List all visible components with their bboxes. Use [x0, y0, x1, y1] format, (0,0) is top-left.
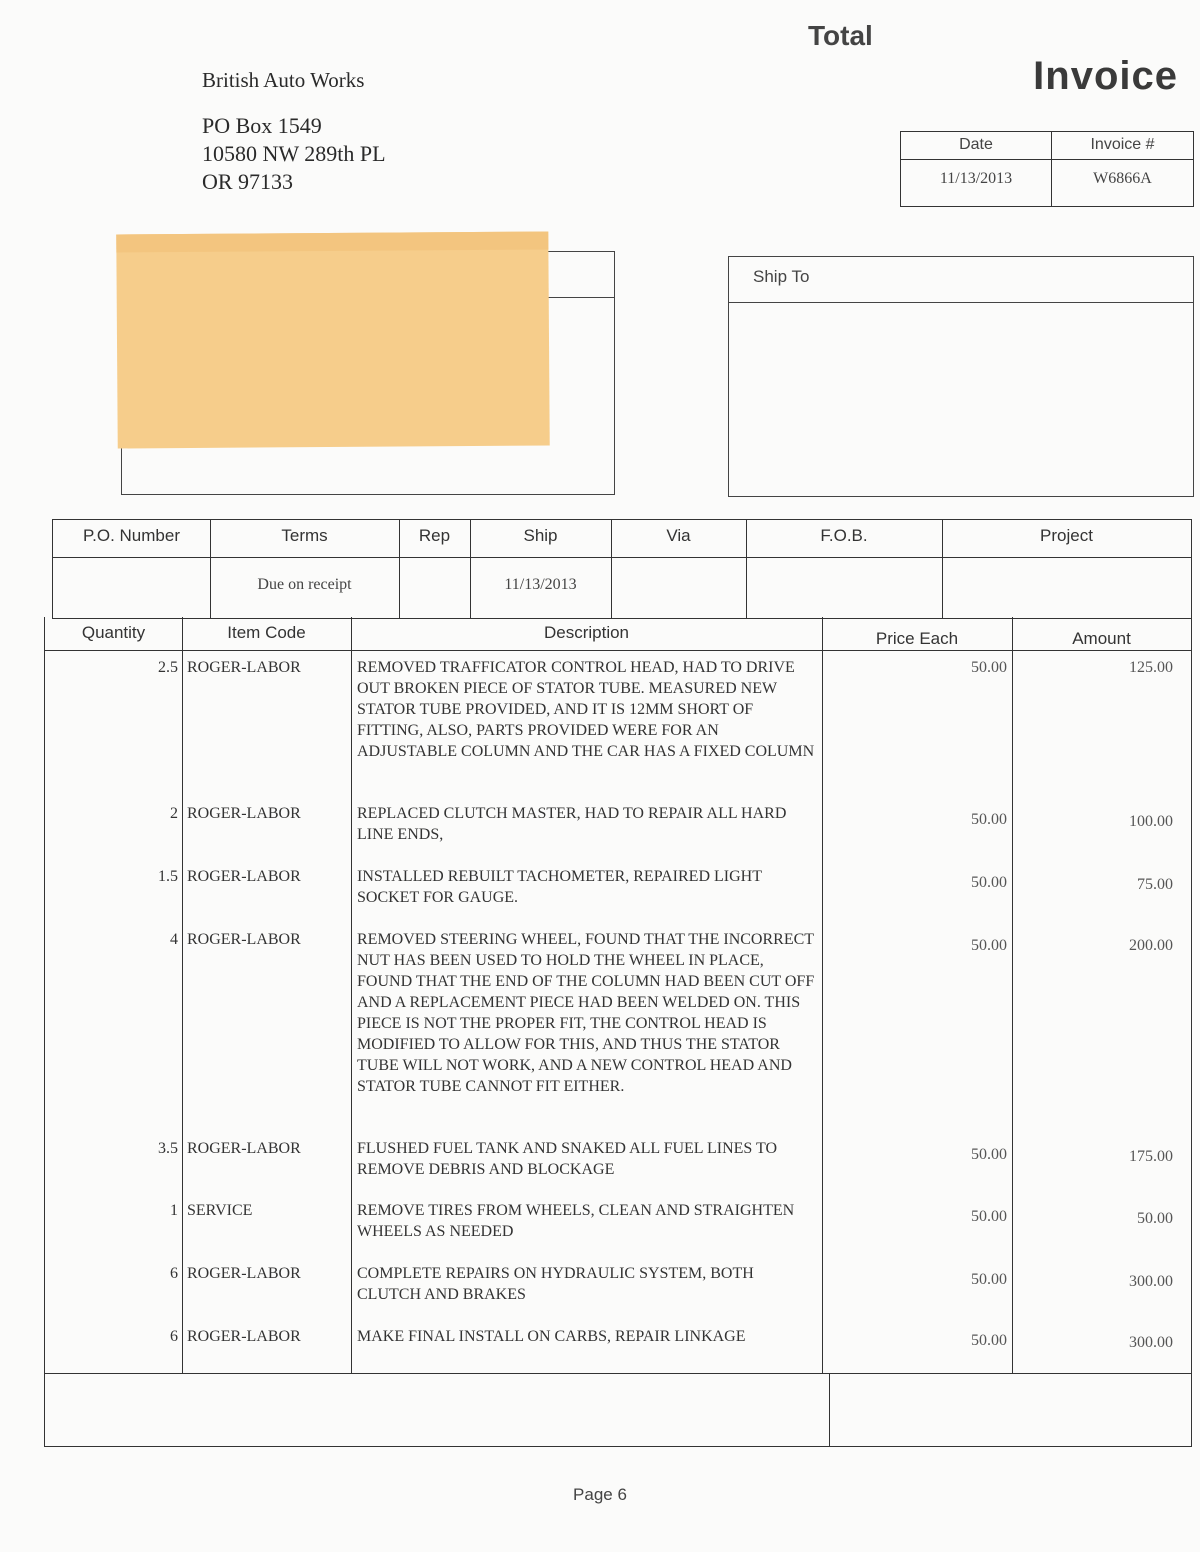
ship-to-label: Ship To [753, 267, 810, 286]
item-description: FLUSHED FUEL TANK AND SNAKED ALL FUEL LINES TO REMOVE DEBRIS AND BLOCKAGE [357, 1140, 778, 1178]
item-amount: 75.00 [1137, 876, 1173, 893]
ship-header: Ship [523, 526, 558, 545]
total-label: Total [808, 20, 873, 51]
description-header: Description [543, 623, 630, 642]
item-code-header: Item Code [227, 623, 306, 642]
company-name: British Auto Works [202, 68, 365, 92]
item-code: SERVICE [187, 1202, 253, 1219]
item-description: REMOVED TRAFFICATOR CONTROL HEAD, HAD TO DRIVE OUT BROKEN PIECE OF STATOR TUBE. MEASURED NEW STATOR TUBE PROVIDED, AND IT IS 12MM SHORT OF FITTING, ALSO, PARTS PROVIDED WERE FOR AN ADJUSTABLE COLUMN AND THE CAR HAS A FIXED COLUMN [357, 659, 815, 760]
item-price: 50.00 [971, 1146, 1007, 1163]
address-line-3: OR 97133 [202, 169, 294, 194]
invoice-meta-box [900, 131, 1194, 207]
company-address [202, 112, 386, 196]
amount-header: Amount [1072, 629, 1131, 648]
item-code: ROGER-LABOR [187, 1265, 301, 1282]
item-code: ROGER-LABOR [187, 1328, 301, 1345]
page-number: Page 6 [573, 1485, 627, 1504]
item-price: 50.00 [971, 937, 1007, 954]
invoice-number: W6866A [1093, 170, 1152, 187]
item-description: REMOVE TIRES FROM WHEELS, CLEAN AND STRAIGHTEN WHEELS AS NEEDED [357, 1202, 795, 1240]
via-header: Via [666, 526, 691, 545]
item-quantity: 2 [170, 805, 178, 822]
item-price: 50.00 [971, 1271, 1007, 1288]
item-code: ROGER-LABOR [187, 805, 301, 822]
price-each-header: Price Each [875, 629, 959, 648]
item-amount: 125.00 [1129, 659, 1173, 676]
po-number-header: P.O. Number [82, 526, 180, 545]
item-price: 50.00 [971, 811, 1007, 828]
item-price: 50.00 [971, 1208, 1007, 1225]
item-description: COMPLETE REPAIRS ON HYDRAULIC SYSTEM, BOTH CLUTCH AND BRAKES [357, 1265, 754, 1303]
rep-header: Rep [418, 526, 451, 545]
item-quantity: 2.5 [158, 659, 178, 676]
item-amount: 100.00 [1129, 813, 1173, 830]
item-code: ROGER-LABOR [187, 659, 301, 676]
item-description: INSTALLED REBUILT TACHOMETER, REPAIRED LIGHT SOCKET FOR GAUGE. [357, 868, 762, 906]
invoice-date: 11/13/2013 [939, 170, 1013, 187]
terms-value: Due on receipt [257, 576, 352, 593]
item-quantity: 4 [170, 931, 178, 948]
item-description: REMOVED STEERING WHEEL, FOUND THAT THE INCORRECT NUT HAS BEEN USED TO HOLD THE WHEEL IN PLACE, FOUND THAT THE END OF THE COLUMN HAD BEEN CUT OFF AND A REPLACEMENT PIECE HAD BEEN WELDED ON. THIS PIECE IS NOT THE PROPER FIT, THE CONTROL HEAD IS MODIFIED TO ALLOW FOR THIS, AND THUS THE STATOR TUBE WILL NOT WORK, AND A NEW CONTROL HEAD AND STATOR TUBE CANNOT FIT EITHER. [357, 931, 815, 1095]
item-amount: 200.00 [1129, 937, 1173, 954]
item-price: 50.00 [971, 659, 1007, 676]
item-price: 50.00 [971, 874, 1007, 891]
item-amount: 300.00 [1129, 1273, 1173, 1290]
item-quantity: 1.5 [158, 868, 178, 885]
item-quantity: 1 [170, 1202, 178, 1219]
invoice-number-label: Invoice # [1090, 136, 1155, 153]
item-amount: 50.00 [1137, 1210, 1173, 1227]
item-code: ROGER-LABOR [187, 868, 301, 885]
item-quantity: 3.5 [158, 1140, 178, 1157]
invoice-title: Invoice [1033, 54, 1178, 98]
project-header: Project [1040, 526, 1093, 545]
terms-table [52, 519, 1192, 619]
address-line-2: 10580 NW 289th PL [202, 141, 386, 166]
ship-value: 11/13/2013 [504, 576, 577, 593]
address-line-1: PO Box 1549 [202, 113, 322, 138]
item-price: 50.00 [971, 1332, 1007, 1349]
item-quantity: 6 [170, 1265, 178, 1282]
item-description: REPLACED CLUTCH MASTER, HAD TO REPAIR ALL HARD LINE ENDS, [357, 805, 787, 843]
item-code: ROGER-LABOR [187, 1140, 301, 1157]
total-row [44, 1373, 1192, 1447]
item-amount: 175.00 [1129, 1148, 1173, 1165]
item-amount: 300.00 [1129, 1334, 1173, 1351]
terms-header: Terms [281, 526, 328, 545]
quantity-header: Quantity [81, 623, 146, 642]
redaction-sticky-note [116, 231, 549, 448]
ship-to-box [728, 256, 1194, 497]
date-label: Date [959, 136, 993, 153]
line-items-table [44, 617, 1192, 1374]
item-quantity: 6 [170, 1328, 178, 1345]
item-description: MAKE FINAL INSTALL ON CARBS, REPAIR LINKAGE [357, 1328, 746, 1345]
fob-header: F.O.B. [820, 526, 868, 545]
item-code: ROGER-LABOR [187, 931, 301, 948]
